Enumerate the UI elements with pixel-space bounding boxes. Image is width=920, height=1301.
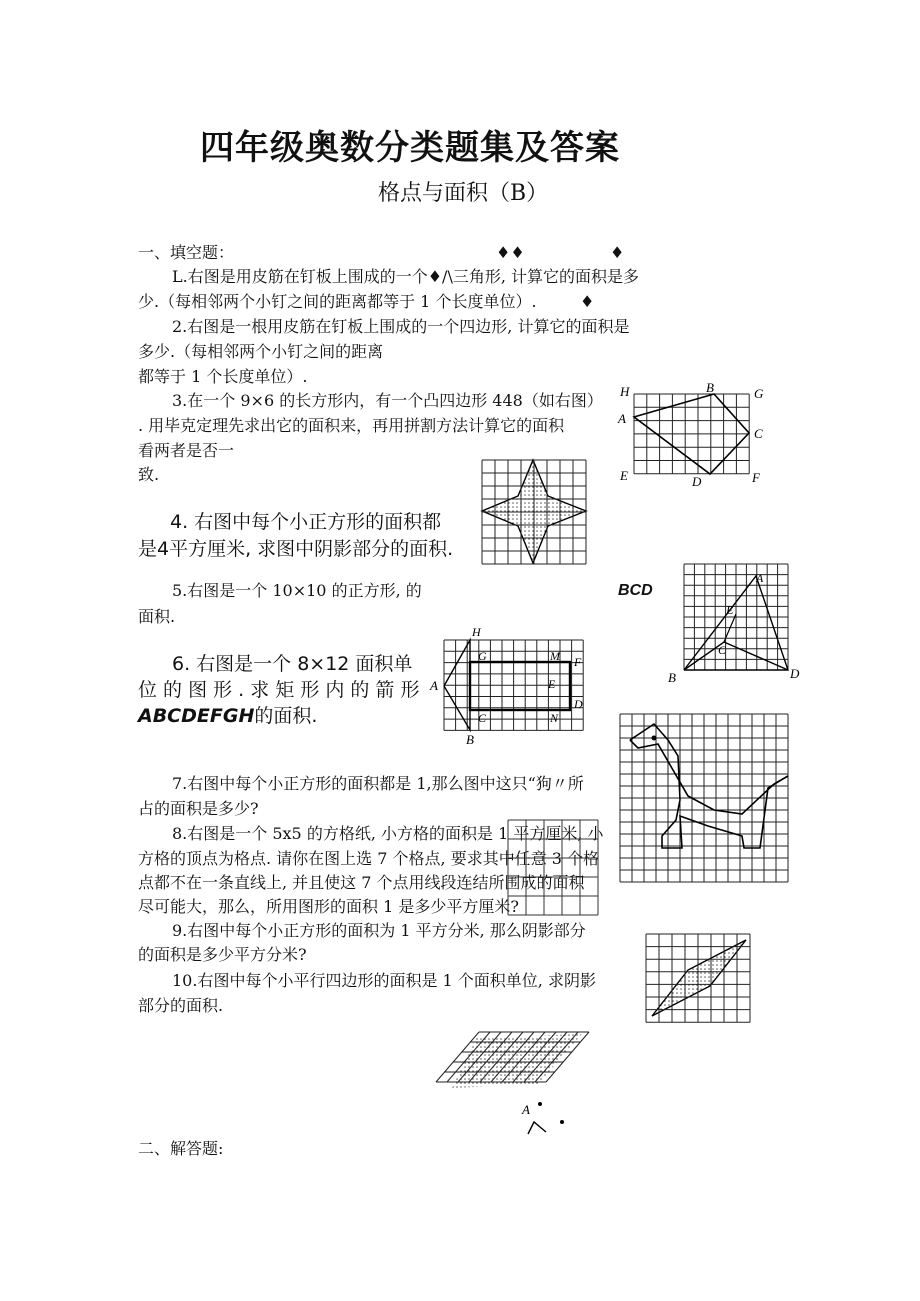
label-m: M [550, 649, 560, 663]
section-heading-fill: 一、填空题： [138, 243, 235, 262]
label-f: F [752, 470, 760, 485]
diamond-mark: ♦ [610, 243, 625, 262]
point [538, 1102, 542, 1106]
shaded-parallelogram [652, 940, 746, 1016]
label-g: G [478, 649, 487, 663]
label-e: E [548, 677, 556, 691]
label-f: F [574, 655, 582, 669]
diamond-mark: ♦ [580, 292, 595, 311]
label-d: D [790, 666, 800, 681]
label-a: A [522, 1102, 530, 1117]
angle-lines [528, 1122, 546, 1134]
problem-3-line-2: . 用毕克定理先求出它的面积来，再用拼割方法计算它的面积 [138, 416, 565, 435]
label-c: C [754, 426, 763, 441]
figure-points-a [518, 1098, 578, 1138]
problem-1-line-1: L.右图是用皮筋在钉板上围成的一个♦/\三角形, 计算它的面积是多 [172, 267, 640, 286]
problem-1-line-2: 少.（每相邻两个小钉之间的距离都等于 1 个长度单位）. [138, 292, 537, 311]
label-a: A [756, 571, 764, 585]
label-a: A [430, 678, 438, 693]
label-b: B [706, 380, 714, 395]
label-h: H [472, 625, 481, 639]
label-a: A [618, 411, 626, 426]
problem-3-line-1: 3.在一个 9×6 的长方形内，有一个凸四边形 448（如右图） [172, 391, 603, 410]
label-d: D [692, 474, 702, 488]
problem-8-line-1: 8.右图是一个 5x5 的方格纸, 小方格的面积是 1 平方厘米, 小 [172, 824, 604, 843]
problem-4-line-1: 4. 右图中每个小正方形的面积都 [170, 511, 442, 533]
problem-3-line-4: 致. [138, 465, 160, 484]
label-c: C [478, 711, 487, 725]
problem-2-line-2: 多少.（每相邻两个小钉之间的距离 [138, 342, 384, 361]
problem-9-line-2: 的面积是多少平方分米? [138, 945, 307, 964]
point [560, 1120, 564, 1124]
problem-2-line-3: 都等于 1 个长度单位）. [138, 367, 308, 386]
label-e: E [726, 603, 734, 617]
page-subtitle: 格点与面积（B） [378, 181, 549, 206]
problem-10-line-1: 10.右图中每个小平行四边形的面积是 1 个面积单位, 求阴影 [172, 971, 596, 990]
figure-dog-grid [618, 712, 790, 884]
figure-shaded-rhombus [644, 932, 754, 1026]
problem-7-line-1: 7.右图中每个小正方形的面积都是 1,那么图中这只“狗〃所 [172, 774, 584, 793]
page-title: 四年级奥数分类题集及答案 [200, 128, 620, 168]
problem-8-line-3: 点都不在一条直线上, 并且使这 7 个点用线段连结所围成的面积 [138, 873, 585, 892]
label-b: B [466, 732, 474, 746]
problem-4-line-2: 是4平方厘米, 求图中阴影部分的面积. [138, 538, 454, 560]
problem-7-line-2: 占的面积是多少? [138, 799, 259, 818]
label-n: N [550, 711, 559, 725]
problem-5-fragment: BCD [618, 582, 653, 599]
figure-5x5-grid [506, 818, 602, 918]
problem-2-line-1: 2.右图是一根用皮筋在钉板上围成的一个四边形, 计算它的面积是 [172, 317, 630, 336]
figure-triangle-grid [664, 562, 804, 686]
label-h: H [620, 384, 630, 399]
label-g: G [754, 386, 764, 401]
problem-5-line-1: 5.右图是一个 10×10 的正方形, 的 [172, 581, 422, 600]
problem-10-line-2: 部分的面积. [138, 996, 224, 1015]
problem-9-line-1: 9.右图中每个小正方形的面积为 1 平方分米, 那么阴影部分 [172, 921, 586, 940]
problem-8-line-4: 尽可能大，那么，所用图形的面积 1 是多少平方厘米? [138, 897, 519, 916]
problem-3-line-3: 看两者是否一 [138, 441, 235, 460]
dog-eye [652, 736, 657, 741]
figure-arrow-grid [426, 622, 596, 746]
problem-8-line-2: 方格的顶点为格点. 请你在图上选 7 个格点, 要求其中任意 3 个格 [138, 849, 600, 868]
label-d: D [574, 697, 583, 711]
figure-star-grid [480, 458, 588, 566]
problem-6-line-2: 位 的 图 形 . 求 矩 形 内 的 箭 形 [138, 679, 420, 701]
problem-5-line-2: 面积. [138, 607, 176, 626]
section-heading-answer: 二、解答题: [138, 1139, 224, 1158]
polygon-name: ABCDEFGH [138, 705, 255, 727]
figure-parallelogram-grid [432, 1026, 594, 1096]
label-b: B [668, 670, 676, 685]
problem-6-line-3: ABCDEFGH的面积. [138, 705, 318, 727]
label-c: C [718, 643, 727, 657]
figure-quadrilateral-grid [614, 380, 770, 488]
problem-6-line-1: 6. 右图是一个 8×12 面积单 [172, 653, 413, 675]
label-e: E [620, 468, 628, 483]
diamond-marks: ♦♦ [496, 243, 525, 262]
